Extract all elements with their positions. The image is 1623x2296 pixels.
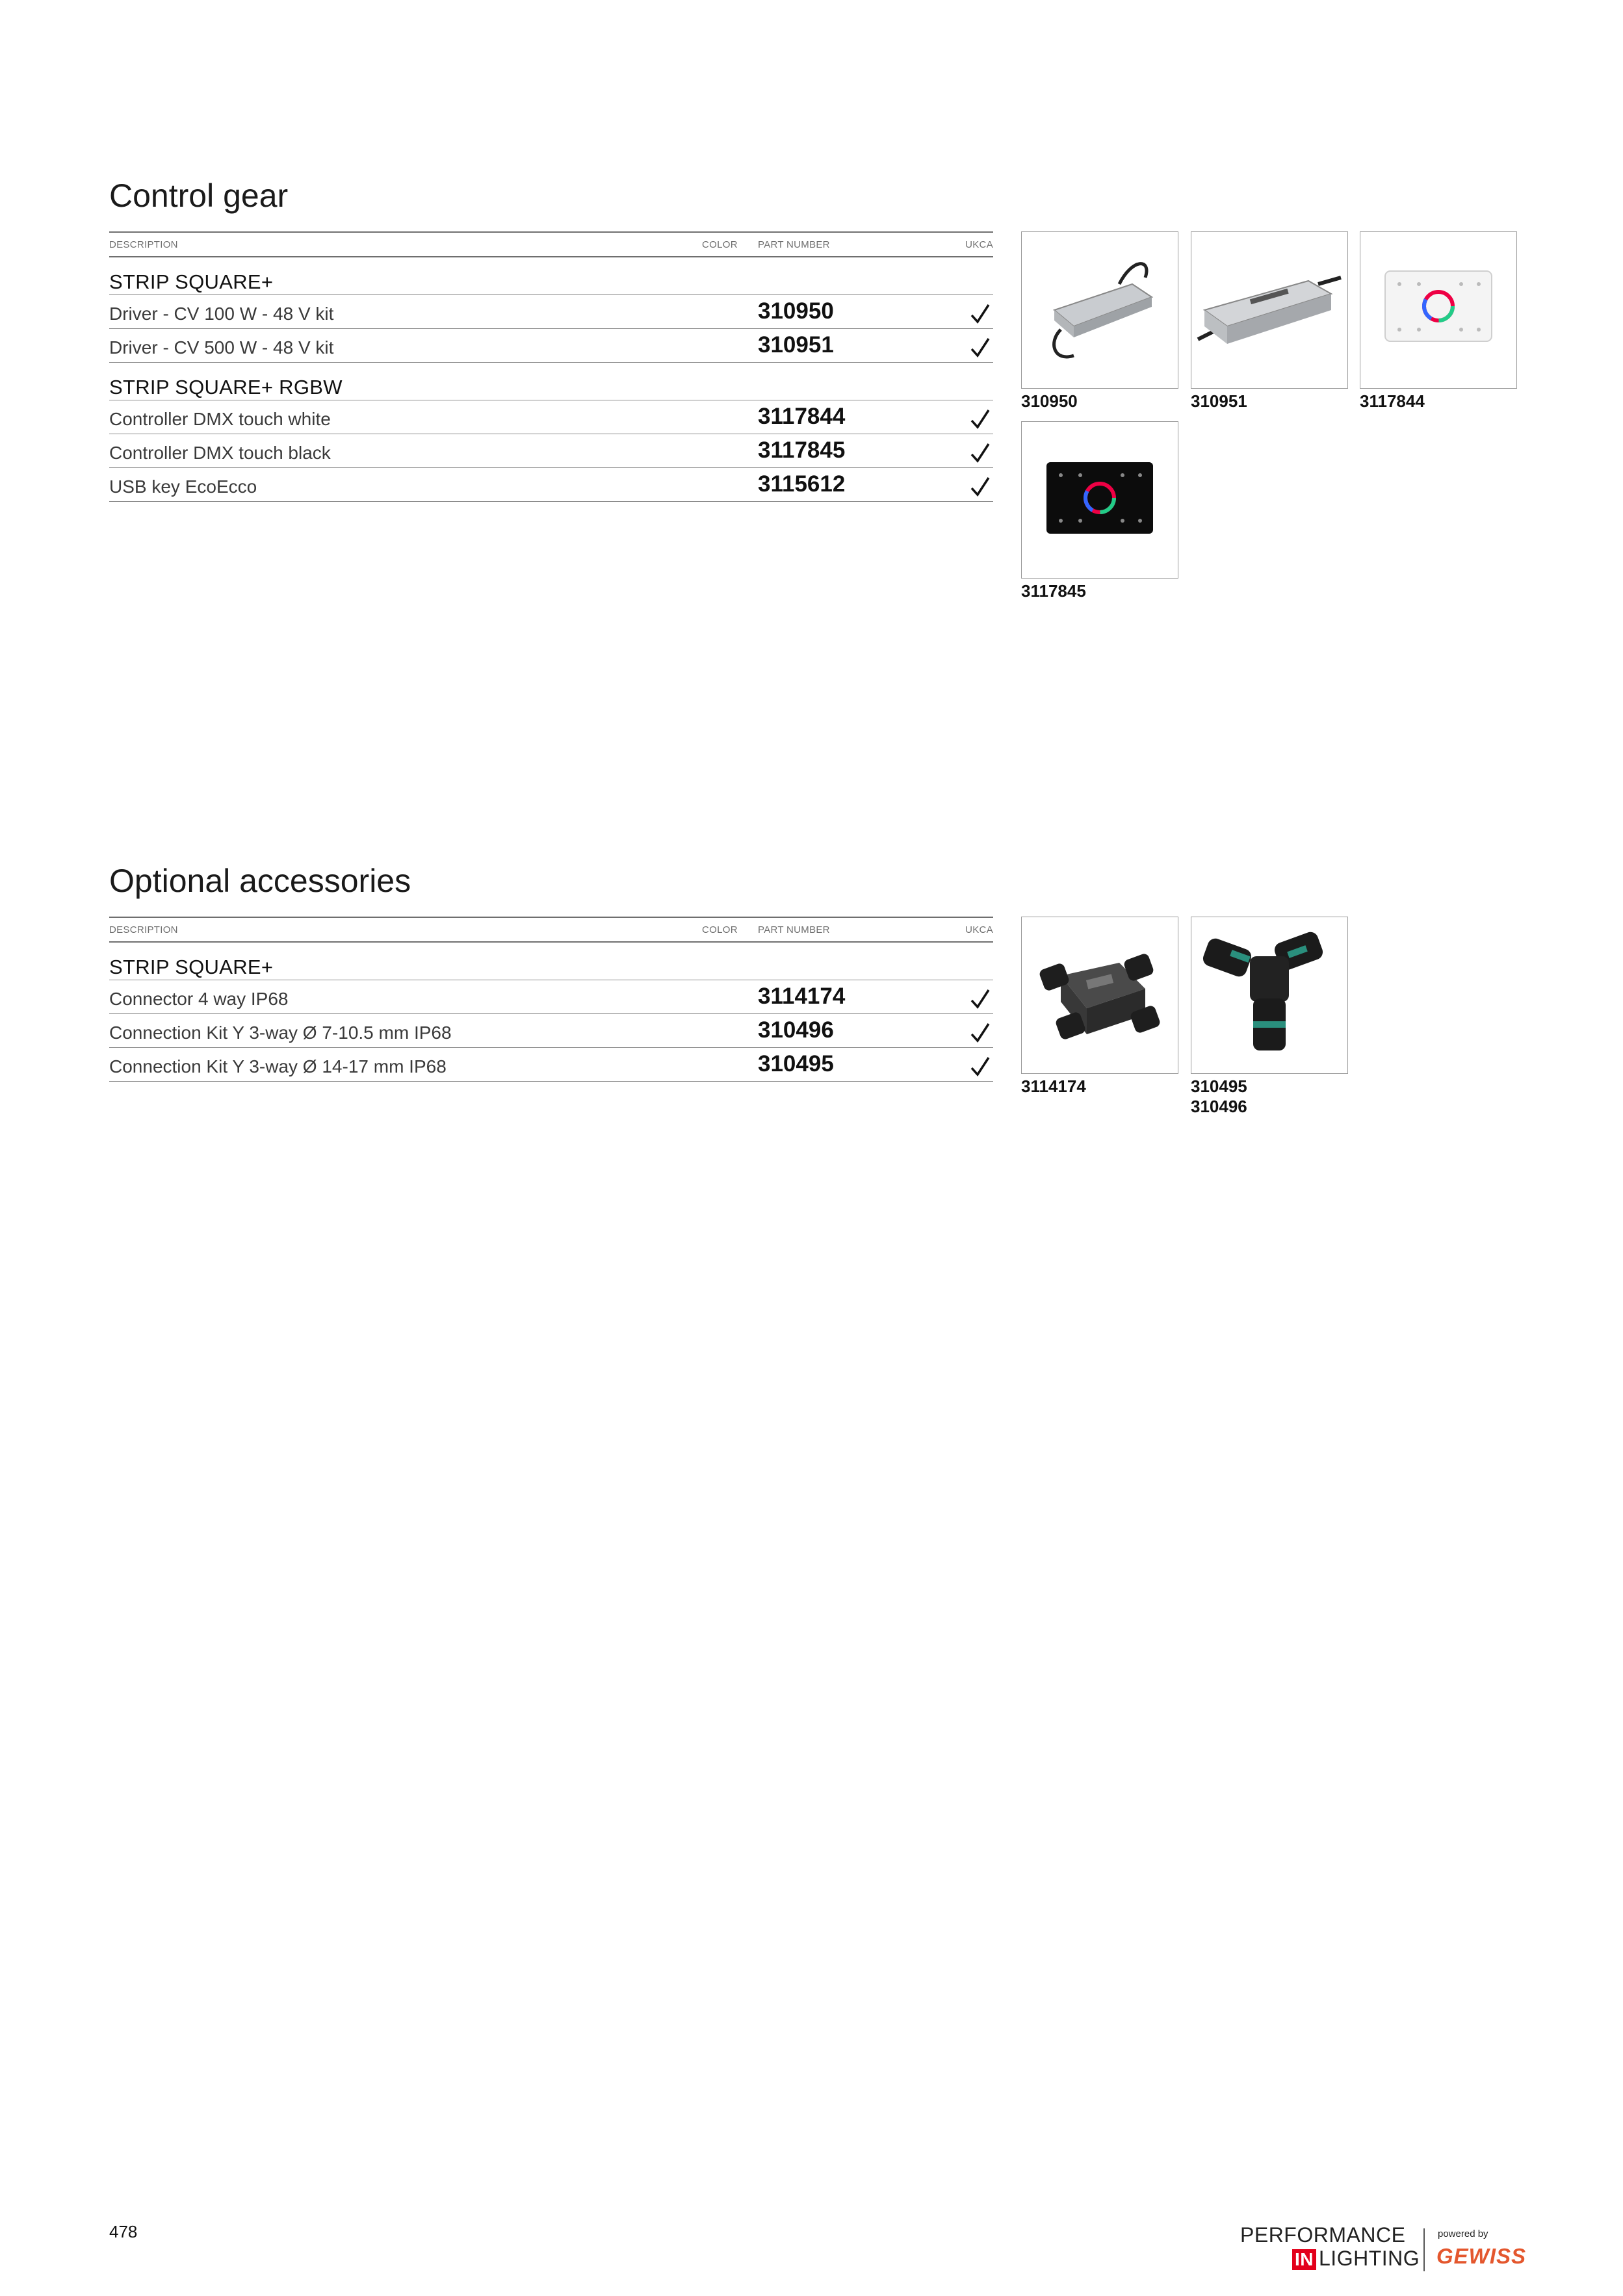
- brand-lighting: LIGHTING: [1319, 2247, 1420, 2270]
- group-title: STRIP SQUARE+: [109, 257, 993, 295]
- gewiss-logo: GEWISS: [1436, 2244, 1527, 2268]
- column-header-ukca: UKCA: [965, 239, 993, 250]
- column-header-description: DESCRIPTION: [109, 239, 178, 250]
- row-description: Driver - CV 100 W - 48 V kit: [109, 304, 334, 324]
- table-row: [109, 295, 993, 329]
- row-part-number: 3117845: [758, 437, 846, 463]
- table-header: [109, 917, 993, 943]
- row-description: Controller DMX touch black: [109, 443, 331, 463]
- powered-by-label: powered by: [1438, 2228, 1488, 2239]
- table-row: [109, 1048, 993, 1082]
- column-header-ukca: UKCA: [965, 924, 993, 935]
- ukca-check-icon: [970, 987, 991, 1011]
- control-gear-table: [109, 231, 993, 502]
- row-description: Controller DMX touch white: [109, 409, 331, 429]
- footer-divider: [1423, 2228, 1425, 2271]
- table-row: [109, 1014, 993, 1048]
- brand-line-1: PERFORMANCE: [1240, 2223, 1406, 2247]
- ukca-check-icon: [970, 1055, 991, 1078]
- row-part-number: 310951: [758, 332, 834, 358]
- table-row: [109, 980, 993, 1014]
- ukca-check-icon: [970, 336, 991, 359]
- driver-100w-image: [1021, 231, 1178, 389]
- table-row: [109, 400, 993, 434]
- brand-in-badge: IN: [1292, 2249, 1316, 2270]
- image-label: 3117845: [1021, 581, 1086, 601]
- driver-500w-image: [1191, 231, 1348, 389]
- image-label: 310950: [1021, 391, 1078, 411]
- table-header: [109, 231, 993, 257]
- row-part-number: 310950: [758, 298, 834, 324]
- row-part-number: 310496: [758, 1017, 834, 1043]
- connector-4way-image: [1021, 917, 1178, 1074]
- row-part-number: 3117844: [758, 404, 846, 429]
- image-label: 310495 310496: [1191, 1076, 1247, 1116]
- controller-black-image: [1021, 421, 1178, 579]
- brand-line-2: [1240, 2247, 1420, 2270]
- ukca-check-icon: [970, 475, 991, 499]
- performance-in-lighting-logo: [1240, 2223, 1420, 2270]
- table-row: [109, 329, 993, 363]
- column-header-color: COLOR: [702, 239, 738, 250]
- row-part-number: 3115612: [758, 471, 846, 497]
- group-title: STRIP SQUARE+: [109, 943, 993, 980]
- row-description: Connection Kit Y 3-way Ø 7-10.5 mm IP68: [109, 1023, 452, 1043]
- table-row: [109, 468, 993, 502]
- column-header-part-number: PART NUMBER: [758, 239, 830, 250]
- row-part-number: 3114174: [758, 984, 846, 1009]
- ukca-check-icon: [970, 408, 991, 431]
- connector-y-image: [1191, 917, 1348, 1074]
- controller-white-image: [1360, 231, 1517, 389]
- column-header-part-number: PART NUMBER: [758, 924, 830, 935]
- column-header-description: DESCRIPTION: [109, 924, 178, 935]
- image-label: 310951: [1191, 391, 1247, 411]
- ukca-check-icon: [970, 302, 991, 326]
- row-part-number: 310495: [758, 1051, 834, 1076]
- image-label: 3114174: [1021, 1076, 1086, 1096]
- row-description: Connection Kit Y 3-way Ø 14-17 mm IP68: [109, 1056, 447, 1076]
- group-title: STRIP SQUARE+ RGBW: [109, 363, 993, 400]
- table-row: [109, 434, 993, 468]
- section-title-optional-accessories: Optional accessories: [109, 863, 411, 899]
- image-label: 3117844: [1360, 391, 1425, 411]
- ukca-check-icon: [970, 441, 991, 465]
- row-description: Connector 4 way IP68: [109, 989, 289, 1009]
- column-header-color: COLOR: [702, 924, 738, 935]
- optional-accessories-table: [109, 917, 993, 1082]
- section-title-control-gear: Control gear: [109, 177, 289, 214]
- ukca-check-icon: [970, 1021, 991, 1045]
- page-number: 478: [109, 2222, 138, 2241]
- row-description: USB key EcoEcco: [109, 476, 257, 497]
- row-description: Driver - CV 500 W - 48 V kit: [109, 337, 334, 358]
